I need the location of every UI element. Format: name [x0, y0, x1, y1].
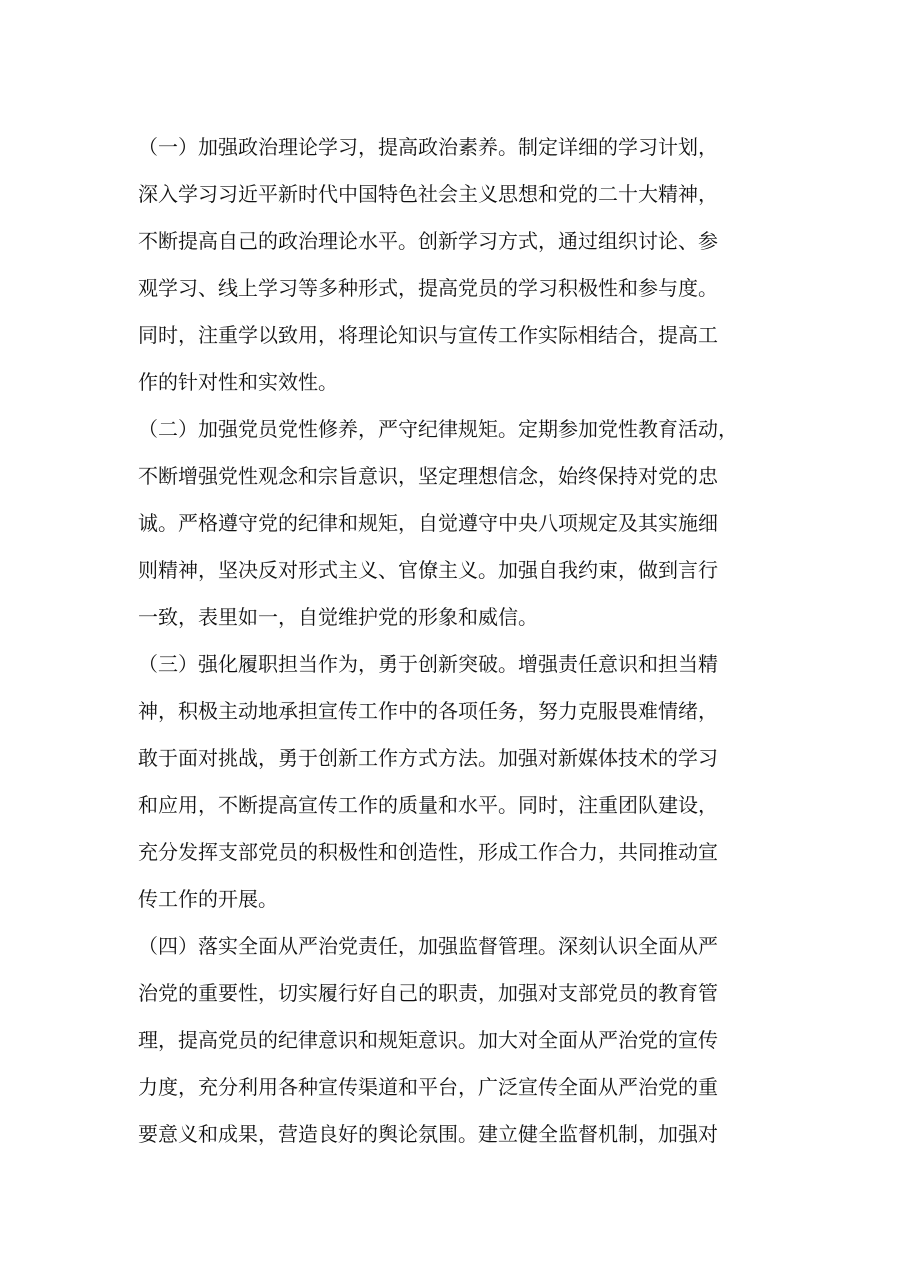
- paragraph-1-line-5: 同时，注重学以致用，将理论知识与宣传工作实际相结合，提高工: [138, 323, 718, 347]
- paragraph-3-line-5: 充分发挥支部党员的积极性和创造性，形成工作合力，共同推动宣: [138, 840, 718, 864]
- paragraph-1-line-6: 作的针对性和实效性。: [138, 370, 338, 394]
- paragraph-2-line-4: 则精神，坚决反对形式主义、官僚主义。加强自我约束，做到言行: [138, 558, 718, 582]
- paragraph-4-line-3: 理，提高党员的纪律意识和规矩意识。加大对全面从严治党的宣传: [138, 1028, 718, 1052]
- paragraph-1-line-2: 深入学习习近平新时代中国特色社会主义思想和党的二十大精神，: [138, 182, 718, 206]
- paragraph-3-line-6: 传工作的开展。: [138, 887, 278, 911]
- paragraph-1-line-3: 不断提高自己的政治理论水平。创新学习方式，通过组织讨论、参: [138, 229, 718, 253]
- paragraph-3-line-3: 敢于面对挑战，勇于创新工作方式方法。加强对新媒体技术的学习: [138, 746, 718, 770]
- paragraph-2-line-1: （二）加强党员党性修养，严守纪律规矩。定期参加党性教育活动，: [138, 417, 738, 441]
- paragraph-3-line-4: 和应用，不断提高宣传工作的质量和水平。同时，注重团队建设，: [138, 793, 718, 817]
- paragraph-1-line-1: （一）加强政治理论学习，提高政治素养。制定详细的学习计划，: [138, 135, 718, 159]
- paragraph-3-line-2: 神，积极主动地承担宣传工作中的各项任务，努力克服畏难情绪，: [138, 699, 718, 723]
- paragraph-1-line-4: 观学习、线上学习等多种形式，提高党员的学习积极性和参与度。: [138, 276, 718, 300]
- paragraph-4-line-1: （四）落实全面从严治党责任，加强监督管理。深刻认识全面从严: [138, 934, 718, 958]
- paragraph-2-line-3: 诚。严格遵守党的纪律和规矩，自觉遵守中央八项规定及其实施细: [138, 511, 718, 535]
- paragraph-4-line-4: 力度，充分利用各种宣传渠道和平台，广泛宣传全面从严治党的重: [138, 1075, 718, 1099]
- paragraph-4-line-2: 治党的重要性，切实履行好自己的职责，加强对支部党员的教育管: [138, 981, 718, 1005]
- document-body: [138, 124, 778, 1158]
- paragraph-4-line-5: 要意义和成果，营造良好的舆论氛围。建立健全监督机制，加强对: [138, 1122, 718, 1146]
- paragraph-2-line-2: 不断增强党性观念和宗旨意识，坚定理想信念，始终保持对党的忠: [138, 464, 718, 488]
- paragraph-3-line-1: （三）强化履职担当作为，勇于创新突破。增强责任意识和担当精: [138, 652, 718, 676]
- paragraph-2-line-5: 一致，表里如一，自觉维护党的形象和威信。: [138, 605, 538, 629]
